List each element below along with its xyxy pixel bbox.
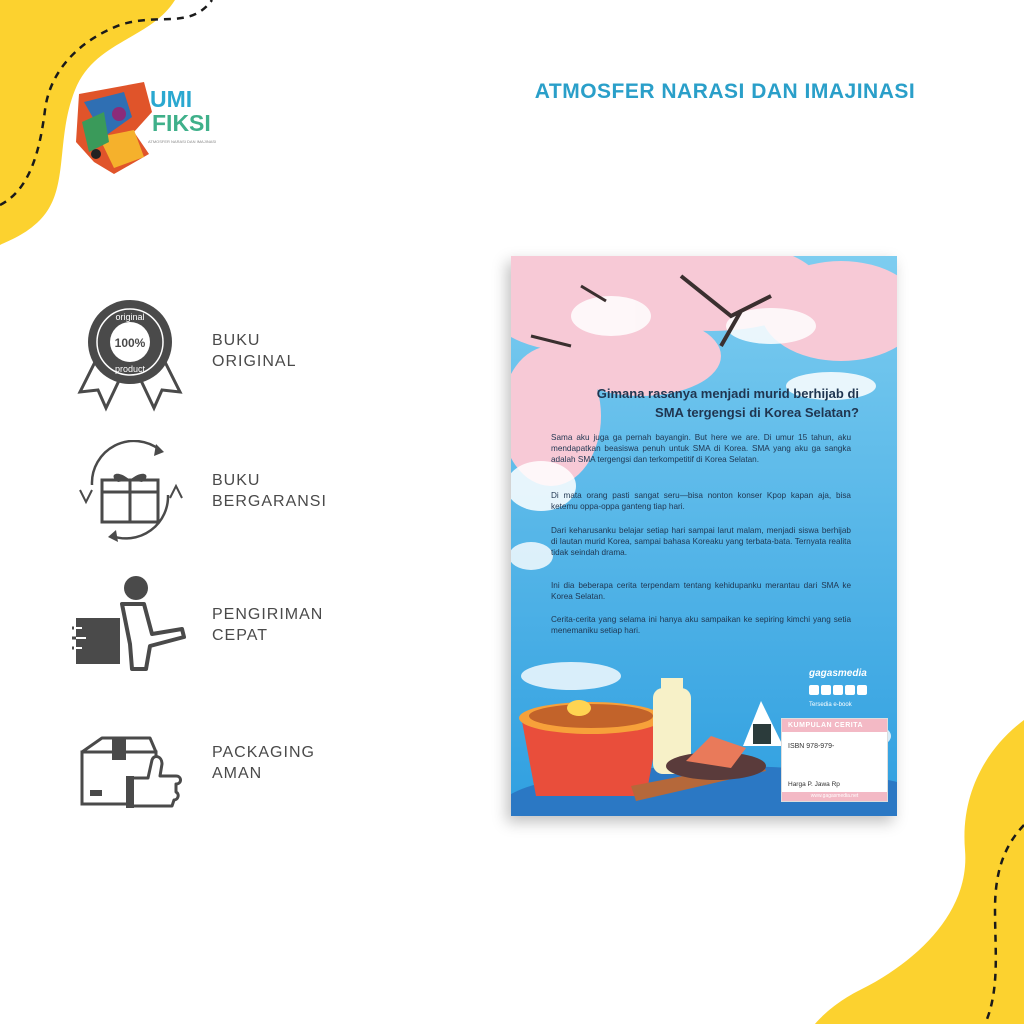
page-tagline: ATMOSFER NARASI DAN IMAJINASI: [534, 80, 916, 103]
feature-line1: PENGIRIMAN: [212, 606, 324, 623]
feature-line1: BUKU: [212, 472, 261, 489]
delivery-runner-icon: [72, 574, 202, 684]
cover-headline: [549, 384, 859, 422]
batik-emblem-icon: [74, 82, 154, 174]
book-back-cover: [511, 256, 897, 816]
feature-delivery: [72, 574, 372, 684]
gift-exchange-icon: [72, 440, 192, 550]
feature-label: [212, 604, 323, 646]
logo-word-fiksi: FIKSI: [152, 110, 211, 136]
feature-packaging: [72, 712, 372, 822]
logo-tagline: ATMOSFER NARASI DAN IMAJINASI: [148, 139, 217, 144]
social-icons: [809, 684, 869, 698]
headline-line1: Gimana rasanya menjadi murid berhijab di: [596, 386, 859, 401]
feature-label: [212, 742, 315, 784]
original-badge-icon: [72, 292, 192, 422]
feature-line2: AMAN: [212, 765, 263, 782]
feature-line2: CEPAT: [212, 627, 268, 644]
ebook-note: Tersedia e-book: [809, 702, 852, 708]
feature-guarantee: [72, 440, 372, 550]
publisher-logo: gagasmedia: [809, 668, 867, 679]
category-label: KUMPULAN CERITA: [782, 719, 887, 732]
headline-line2: SMA tergengsi di Korea Selatan?: [655, 405, 859, 420]
blurb-paragraph: Cerita-cerita yang selama ini hanya aku sampaikan ke sepiring kimchi yang setia menemaniku setiap hari.: [551, 615, 851, 635]
isbn-text: ISBN 978-979-: [788, 743, 835, 750]
price-text: Harga P. Jawa Rp: [788, 781, 840, 788]
blurb-paragraph: Sama aku juga ga pernah bayangin. But here we are. Di umur 15 tahun, aku mendapatkan beasiswa penuh untuk SMA di Korea. SMA yang aku ga sangka adalah SMA tergengsi dan terkompetitif di Korea Selatan.: [551, 433, 851, 464]
feature-line1: BUKU: [212, 332, 261, 349]
blurb-paragraph: Di mata orang pasti sangat seru—bisa nonton konser Kpop kapan aja, bisa ketemu oppa-oppa ganteng tiap hari.: [551, 491, 851, 511]
badge-top-text: original: [115, 312, 145, 322]
feature-label: [212, 470, 327, 512]
feature-line1: PACKAGING: [212, 744, 315, 761]
badge-center-text: 100%: [114, 336, 146, 350]
publisher-website: www.gagasmedia.net: [782, 792, 887, 801]
logo-word-umi: UMI: [150, 86, 193, 112]
feature-original: [72, 292, 372, 402]
brand-logo: [74, 82, 234, 174]
feature-line2: ORIGINAL: [212, 353, 297, 370]
feature-label: [212, 330, 296, 372]
blurb-paragraph: Ini dia beberapa cerita terpendam tentang kehidupanku merantau dari SMA ke Korea Selatan.: [551, 581, 851, 601]
box-thumbs-up-icon: [72, 712, 192, 822]
badge-bottom-text: product: [114, 364, 146, 374]
blurb-paragraph: Dari keharusanku belajar setiap hari sampai larut malam, menjadi siswa berhijab di lautan murid Korea, sampai bahasa Koreaku yang terbata-bata. Ternyata realita tidak seindah drama.: [551, 526, 851, 557]
info-box: [781, 718, 888, 802]
feature-line2: BERGARANSI: [212, 493, 327, 510]
